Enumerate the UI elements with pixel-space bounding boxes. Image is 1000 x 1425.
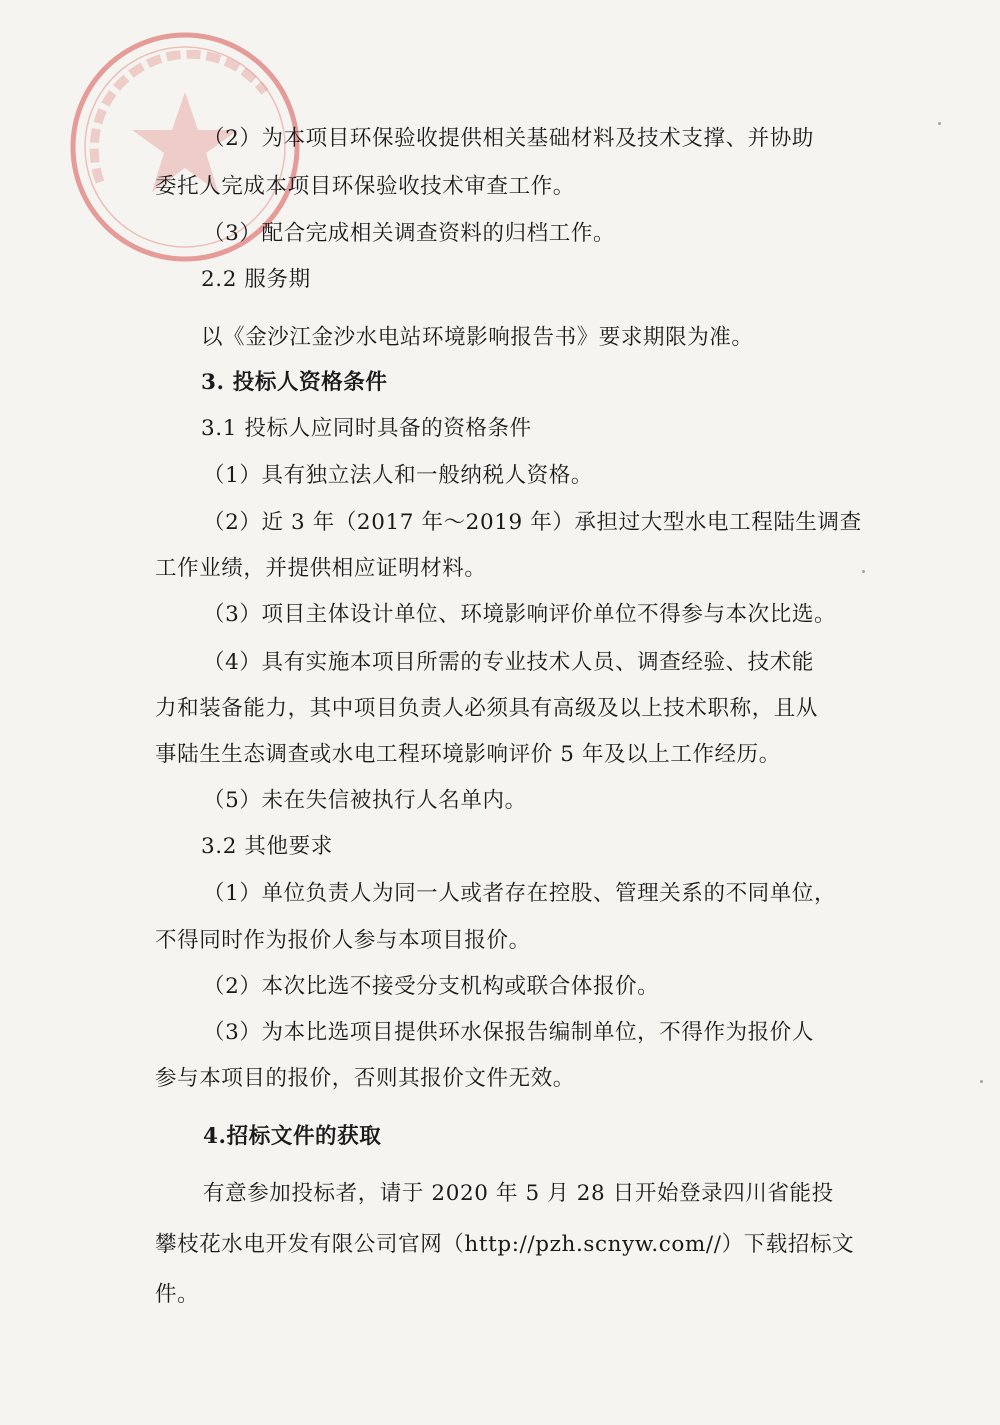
para-line-1: （2）为本项目环保验收提供相关基础材料及技术支撑、并协助 bbox=[203, 126, 814, 151]
para-line-24: 攀枝花水电开发有限公司官网（http://pzh.scnyw.com//）下载招标文 bbox=[155, 1232, 855, 1257]
scan-speck bbox=[862, 570, 865, 573]
para-line-14: 事陆生生态调查或水电工程环境影响评价 5 年及以上工作经历。 bbox=[155, 742, 781, 767]
section-heading-2-2: 2.2 服务期 bbox=[201, 267, 311, 292]
section-heading-3: 3. 投标人资格条件 bbox=[201, 370, 388, 395]
scan-speck bbox=[980, 1080, 983, 1083]
para-line-5: 以《金沙江金沙水电站环境影响报告书》要求期限为准。 bbox=[201, 325, 754, 350]
scan-speck bbox=[938, 122, 941, 125]
para-line-20: （3）为本比选项目提供环水保报告编制单位，不得作为报价人 bbox=[203, 1020, 814, 1045]
para-line-2: 委托人完成本项目环保验收技术审查工作。 bbox=[155, 174, 575, 199]
para-line-9: （2）近 3 年（2017 年～2019 年）承担过大型水电工程陆生调查 bbox=[203, 510, 862, 535]
para-line-19: （2）本次比选不接受分支机构或联合体报价。 bbox=[203, 974, 660, 999]
para-line-17: （1）单位负责人为同一人或者存在控股、管理关系的不同单位， bbox=[203, 881, 837, 906]
para-line-8: （1）具有独立法人和一般纳税人资格。 bbox=[203, 463, 593, 488]
para-line-18: 不得同时作为报价人参与本项目报价。 bbox=[155, 928, 531, 953]
section-heading-3-1: 3.1 投标人应同时具备的资格条件 bbox=[201, 416, 532, 441]
para-line-23: 有意参加投标者，请于 2020 年 5 月 28 日开始登录四川省能投 bbox=[203, 1181, 834, 1206]
section-heading-4: 4.招标文件的获取 bbox=[203, 1124, 382, 1149]
para-line-13: 力和装备能力，其中项目负责人必须具有高级及以上技术职称，且从 bbox=[155, 696, 819, 721]
para-line-12: （4）具有实施本项目所需的专业技术人员、调查经验、技术能 bbox=[203, 650, 814, 675]
para-line-11: （3）项目主体设计单位、环境影响评价单位不得参与本次比选。 bbox=[203, 602, 837, 627]
para-line-3: （3）配合完成相关调查资料的归档工作。 bbox=[203, 221, 616, 246]
para-line-25: 件。 bbox=[155, 1282, 200, 1307]
section-heading-3-2: 3.2 其他要求 bbox=[201, 834, 333, 859]
para-line-21: 参与本项目的报价，否则其报价文件无效。 bbox=[155, 1066, 575, 1091]
para-line-15: （5）未在失信被执行人名单内。 bbox=[203, 788, 527, 813]
para-line-10: 工作业绩，并提供相应证明材料。 bbox=[155, 556, 487, 581]
